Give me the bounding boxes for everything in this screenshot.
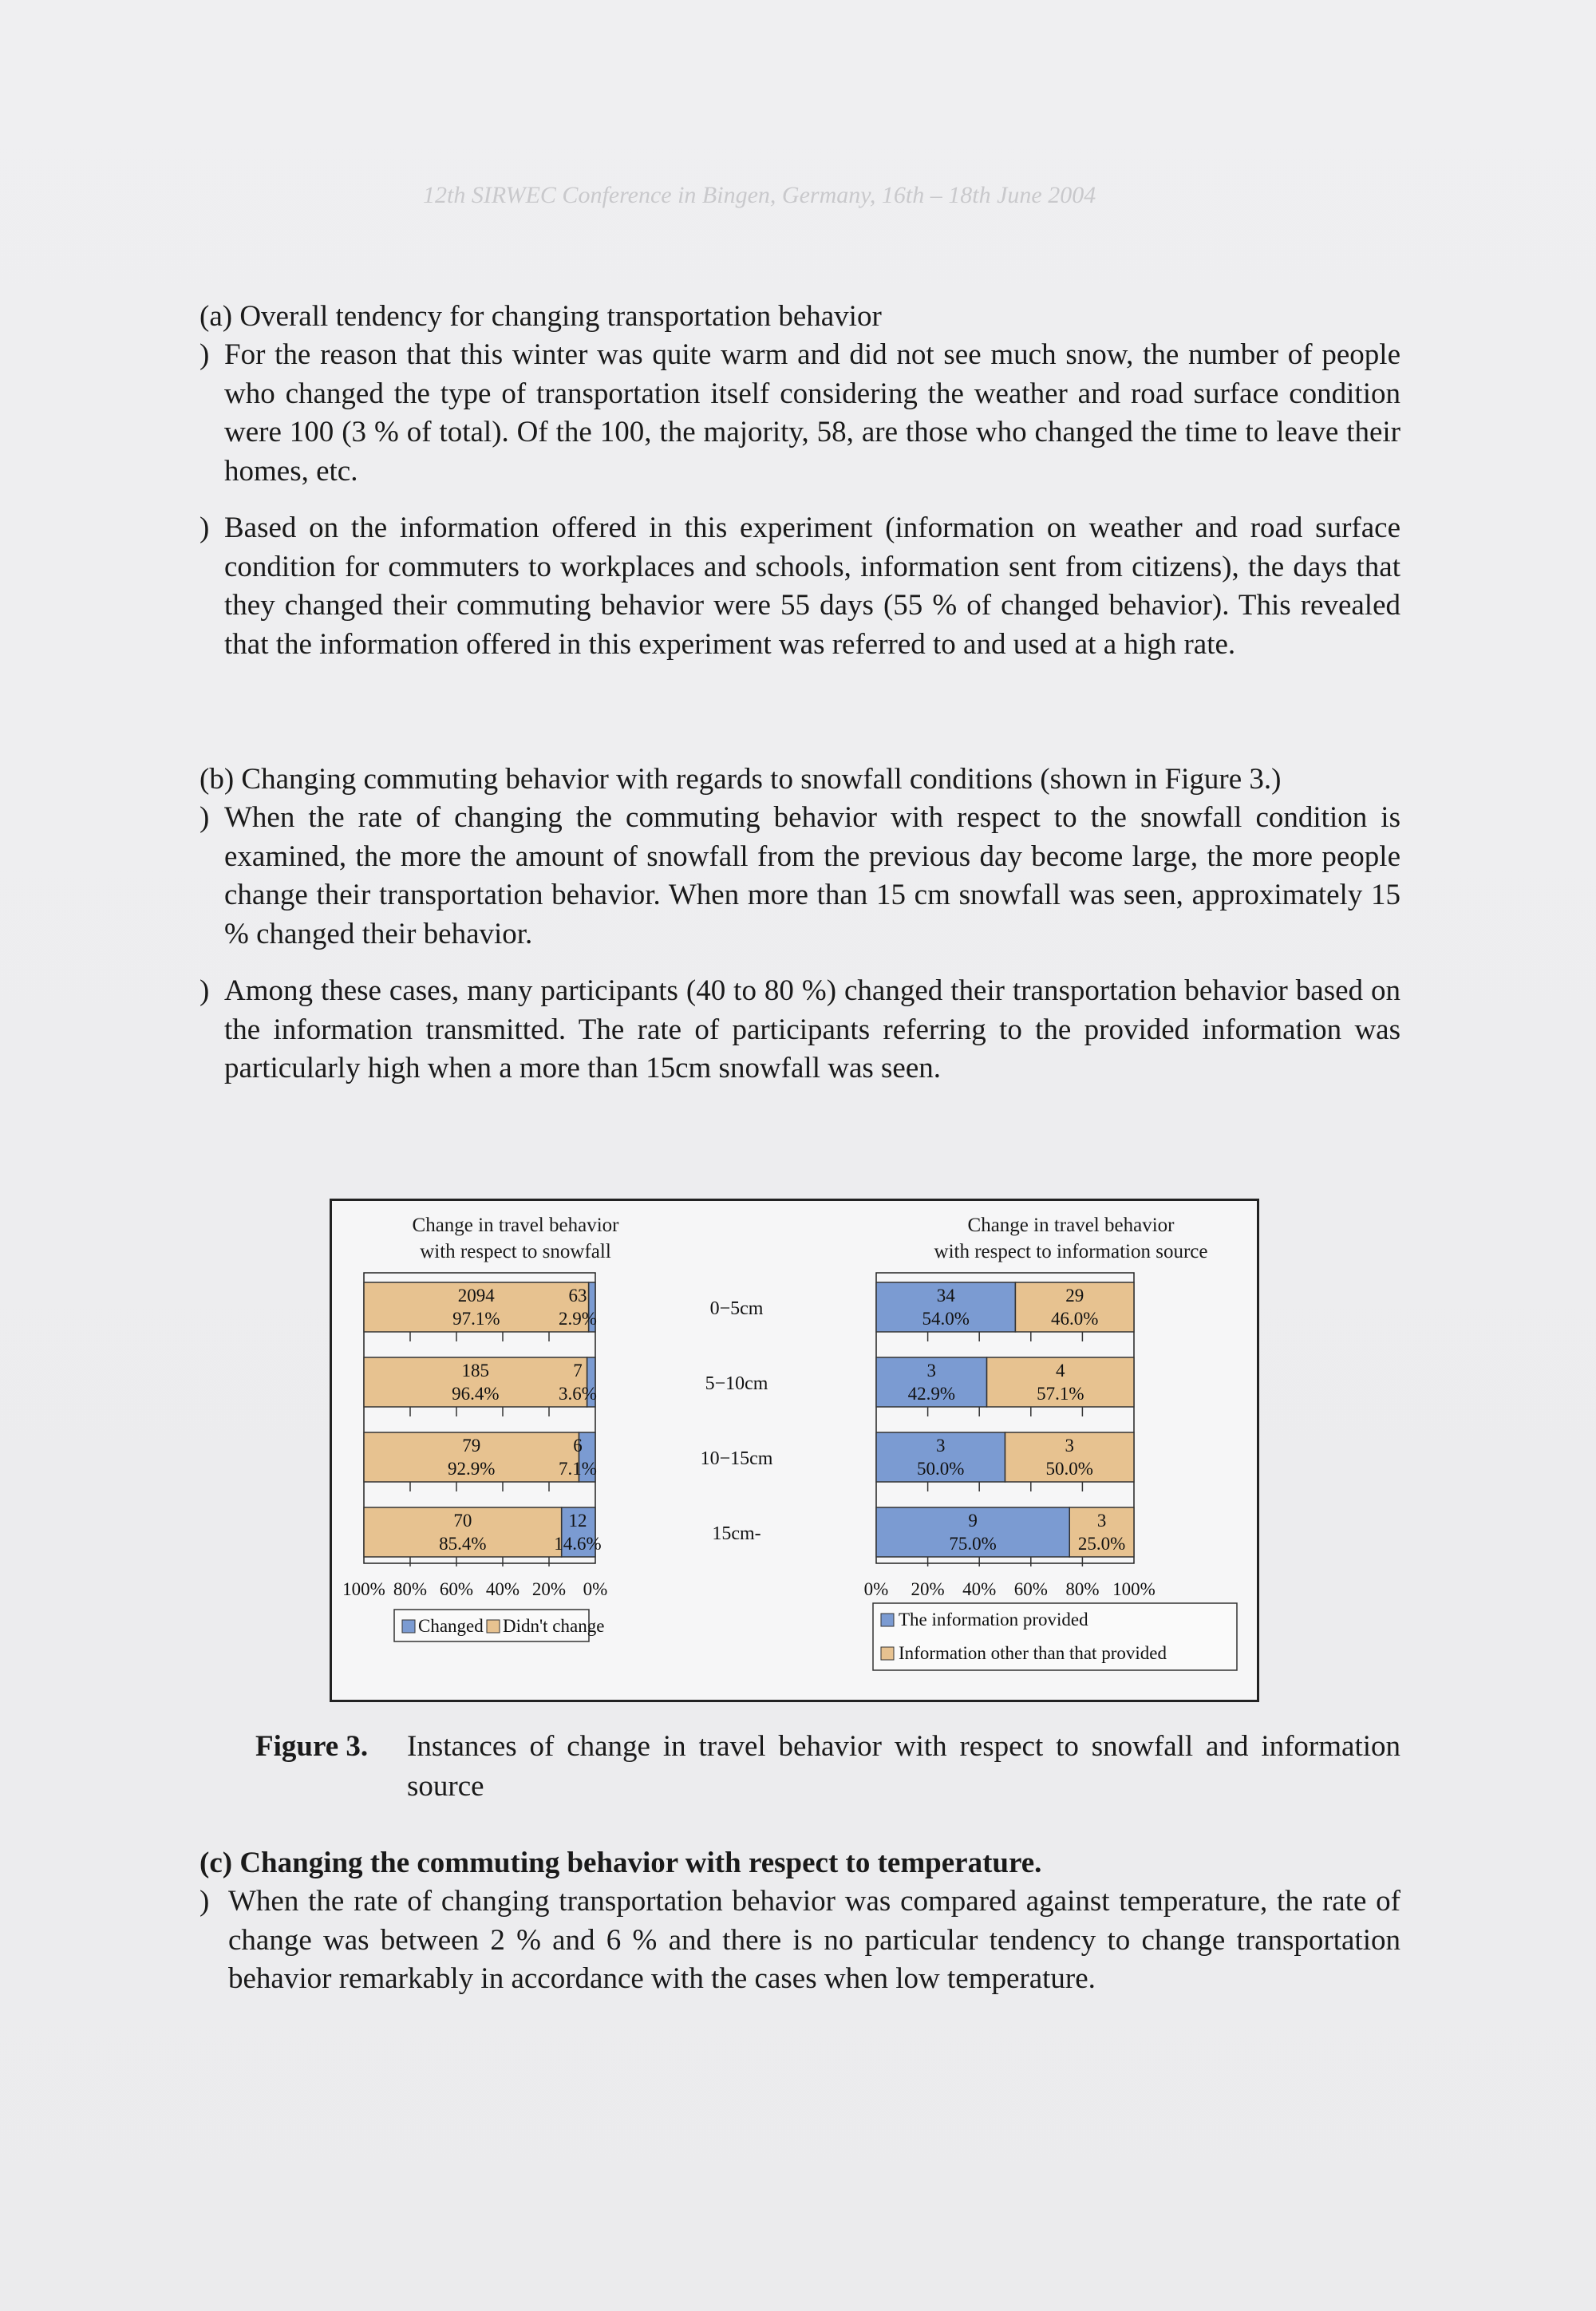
left-chart-title-line1: Change in travel behavior	[412, 1215, 619, 1236]
left-chart	[342, 1273, 607, 1599]
right-chart	[864, 1273, 1156, 1599]
data-label-count: 2094	[457, 1286, 495, 1306]
category-label: 5−10cm	[705, 1373, 768, 1394]
item-mark: )	[200, 801, 210, 834]
axis-tick-label: 0%	[863, 1579, 889, 1599]
figure-3-charts	[332, 1201, 1257, 1700]
section-c	[200, 1844, 1400, 1999]
axis-tick-label: 100%	[1112, 1579, 1156, 1599]
data-label-count: 185	[461, 1361, 490, 1381]
data-label-percent: 25.0%	[1077, 1534, 1126, 1554]
legend-swatch-changed	[402, 1620, 415, 1633]
item-text: When the rate of changing the commuting behavior with respect to the snowfall condition is examined, the more the amount of snowfall from the previous day become large, the more people change their transportation behavior. When more than 15 cm snowfall was seen, approximately 15 % changed their behavior.	[224, 801, 1400, 950]
data-label-percent: 50.0%	[1045, 1459, 1093, 1479]
section-c-heading: (c) Changing the commuting behavior with respect to temperature.	[200, 1847, 1042, 1879]
data-label-count: 9	[968, 1511, 978, 1531]
data-label-percent: 75.0%	[949, 1534, 997, 1554]
right-chart-title-line1: Change in travel behavior	[967, 1215, 1175, 1236]
axis-tick-label: 40%	[485, 1579, 520, 1599]
data-label-percent: 54.0%	[922, 1309, 970, 1329]
figure-caption-label: Figure 3.	[255, 1730, 369, 1763]
legends	[394, 1603, 1237, 1670]
section-b-heading: (b) Changing commuting behavior with regards to snowfall conditions (shown in Figure 3.)	[200, 763, 1282, 796]
item-text: Among these cases, many participants (40 to 80 %) changed their transportation behavior based on the information transmitted. The rate of participants referring to the provided information was particularly high when a more than 15cm snowfall was seen.	[224, 974, 1400, 1084]
section-a	[200, 298, 1400, 664]
data-label-count: 3	[936, 1436, 946, 1456]
data-label-percent: 3.6%	[559, 1384, 597, 1404]
section-b-item-1	[200, 799, 1400, 954]
section-a-heading: (a) Overall tendency for changing transportation behavior	[200, 300, 882, 333]
data-label-percent: 85.4%	[439, 1534, 487, 1554]
item-mark: )	[200, 974, 210, 1007]
figure-3	[330, 1199, 1259, 1702]
item-text: When the rate of changing transportation behavior was compared against temperature, the rate of change was between 2 % and 6 % and there is no particular tendency to change transportation behavior remarkably in accordance with the cases when low temperature.	[228, 1885, 1400, 1995]
axis-tick-label: 40%	[962, 1579, 997, 1599]
legend-label-didnt-change: Didn't change	[503, 1616, 605, 1636]
section-b	[200, 760, 1400, 1088]
legend-label-info-other: Information other than that provided	[899, 1643, 1167, 1663]
section-a-item-2	[200, 509, 1400, 664]
data-label-count: 12	[568, 1511, 587, 1531]
right-chart-title-line2: with respect to information source	[934, 1241, 1208, 1262]
data-label-percent: 97.1%	[452, 1309, 500, 1329]
figure-caption-text: Instances of change in travel behavior with respect to snowfall and information source	[407, 1730, 1400, 1803]
axis-tick-label: 60%	[1013, 1579, 1048, 1599]
axis-tick-label: 80%	[1065, 1579, 1100, 1599]
data-label-percent: 2.9%	[559, 1309, 597, 1329]
section-b-item-2	[200, 972, 1400, 1088]
data-label-percent: 14.6%	[554, 1534, 602, 1554]
data-label-count: 3	[1096, 1511, 1107, 1531]
legend-label-changed: Changed	[418, 1616, 484, 1636]
axis-tick-label: 20%	[531, 1579, 567, 1599]
data-label-count: 7	[573, 1361, 583, 1381]
category-labels	[701, 1298, 773, 1544]
data-label-count: 70	[453, 1511, 472, 1531]
left-chart-title-line2: with respect to snowfall	[420, 1241, 611, 1262]
figure-caption	[255, 1727, 1400, 1807]
item-mark: )	[200, 512, 210, 544]
item-mark: )	[200, 1885, 210, 1918]
data-label-count: 79	[462, 1436, 481, 1456]
data-label-count: 4	[1056, 1361, 1065, 1381]
data-label-count: 3	[926, 1361, 937, 1381]
data-label-percent: 42.9%	[907, 1384, 955, 1404]
legend-swatch-info-other	[881, 1647, 894, 1660]
header-show-through: 12th SIRWEC Conference in Bingen, Germany, 16th – 18th June 2004	[423, 182, 1096, 208]
axis-tick-label: 80%	[393, 1579, 428, 1599]
legend-swatch-didnt-change	[487, 1620, 500, 1633]
section-a-item-1	[200, 336, 1400, 491]
axis-tick-label: 60%	[439, 1579, 474, 1599]
section-c-item-1	[200, 1882, 1400, 1999]
legend-label-info-provided: The information provided	[899, 1610, 1088, 1630]
item-mark: )	[200, 338, 210, 371]
data-label-count: 63	[568, 1286, 587, 1306]
category-label: 15cm-	[712, 1523, 761, 1544]
data-label-percent: 92.9%	[447, 1459, 496, 1479]
axis-tick-label: 100%	[342, 1579, 385, 1599]
item-text: For the reason that this winter was quite warm and did not see much snow, the number of people who changed the type of transportation itself considering the weather and road surface condition were 100 (3 % of total). Of the 100, the majority, 58, are those who changed the time to leave their homes, etc.	[224, 338, 1400, 488]
axis-tick-label: 20%	[911, 1579, 945, 1599]
category-label: 10−15cm	[700, 1448, 773, 1469]
data-label-percent: 50.0%	[917, 1459, 965, 1479]
legend-swatch-info-provided	[881, 1614, 894, 1626]
data-label-percent: 46.0%	[1050, 1309, 1099, 1329]
data-label-percent: 96.4%	[452, 1384, 500, 1404]
category-label: 0−5cm	[709, 1298, 764, 1319]
item-text: Based on the information offered in this experiment (information on weather and road surface condition for commuters to workplaces and schools, information sent from citizens), the days that they changed their commuting behavior were 55 days (55 % of changed behavior). This revealed that the information offered in this experiment was referred to and used at a high rate.	[224, 512, 1400, 661]
data-label-count: 3	[1065, 1436, 1074, 1456]
data-label-count: 34	[936, 1286, 955, 1306]
data-label-percent: 57.1%	[1037, 1384, 1084, 1404]
data-label-count: 6	[573, 1436, 583, 1456]
data-label-count: 29	[1065, 1286, 1084, 1306]
data-label-percent: 7.1%	[559, 1459, 597, 1479]
axis-tick-label: 0%	[583, 1579, 608, 1599]
